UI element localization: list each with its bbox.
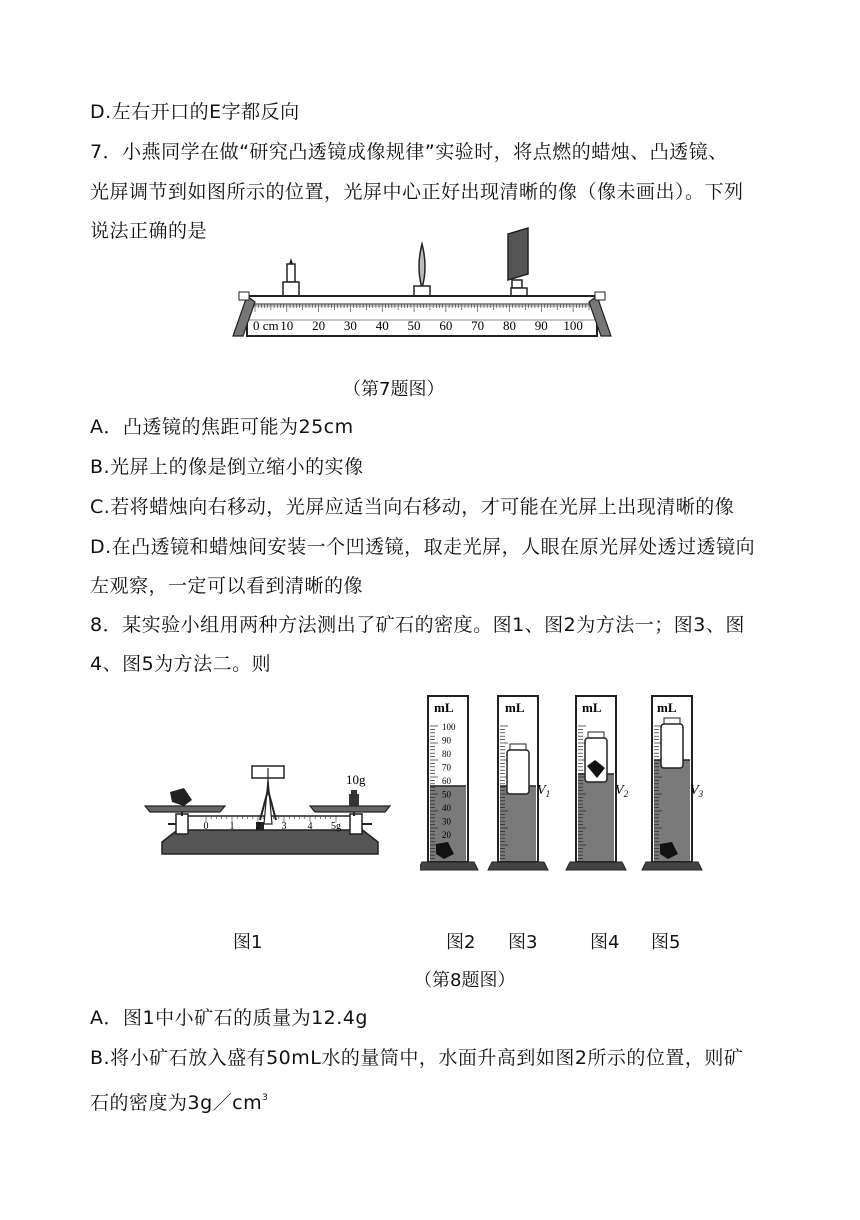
balance-base <box>162 828 378 854</box>
beam-label: 4 <box>307 821 313 832</box>
bench-label: 80 <box>502 318 516 333</box>
ore-stone <box>170 788 192 806</box>
bench-label: 60 <box>439 318 453 333</box>
v1-sub: 1 <box>545 789 551 799</box>
bench-label: 50 <box>407 318 421 333</box>
cylinder-scale-label: 60 <box>442 776 451 786</box>
question-8-line1: 8．某实验小组用两种方法测出了矿石的密度。图1、图2为方法一；图3、图 <box>90 614 745 636</box>
bench-label: 40 <box>375 318 389 333</box>
cyl4-unit: mL <box>657 700 677 715</box>
v2-label: V <box>615 783 624 798</box>
cyl1-unit: mL <box>434 700 454 715</box>
bench-label: 30 <box>343 318 357 333</box>
cylinder-scale-label: 80 <box>442 749 451 759</box>
v3-sub: 3 <box>698 789 704 799</box>
question-7-line2: 光屏调节到如图所示的位置，光屏中心正好出现清晰的像（像未画出）。下列 <box>90 181 744 203</box>
light-screen <box>508 228 528 280</box>
density-text: 石的密度为3g／cm <box>90 1092 263 1114</box>
optical-bench-figure <box>225 222 625 342</box>
right-pan <box>310 806 390 812</box>
bench-label: 20 <box>312 318 326 333</box>
option-b-q8-line2 <box>90 1086 268 1115</box>
cylinder-scale-label: 50 <box>442 789 451 800</box>
option-d-q6: D.左右开口的E字都反向 <box>90 101 300 123</box>
svg-text:V1 <box>537 783 550 799</box>
beam-label: 3 <box>281 821 287 832</box>
figure-4-label: 图4 <box>590 932 620 953</box>
option-b-q8-line1: B.将小矿石放入盛有50mL水的量筒中，水面升高到如图2所示的位置，则矿 <box>90 1047 744 1069</box>
cyl3-unit: mL <box>582 700 602 715</box>
figure-5-label: 图5 <box>651 932 681 953</box>
cylinder-scale-label: 70 <box>442 762 451 773</box>
figure-2-label: 图2 <box>446 932 476 953</box>
bench-label: 70 <box>471 318 485 333</box>
bench-label: 0 cm <box>253 318 279 333</box>
beam-label: 5g <box>331 821 341 832</box>
figure-7-caption: （第7题图） <box>343 379 445 400</box>
option-d-q7-line1: D.在凸透镜和蜡烛间安装一个凹透镜，取走光屏，人眼在原光屏处透过透镜向 <box>90 536 756 558</box>
svg-text:V3 <box>690 783 704 799</box>
cm3-superscript: 3 <box>262 1093 269 1103</box>
weight-10g <box>349 794 359 806</box>
cylinder-scale-label: 20 <box>442 830 451 840</box>
v1-label: V <box>537 783 546 798</box>
option-d-q7-line2: 左观察，一定可以看到清晰的像 <box>90 575 364 597</box>
balance-figure <box>140 750 400 860</box>
figure-3-label: 图3 <box>508 932 538 953</box>
option-a-q7: A．凸透镜的焦距可能为25cm <box>90 416 354 438</box>
left-pan <box>145 806 225 812</box>
option-a-q8: A．图1中小矿石的质量为12.4g <box>90 1007 368 1029</box>
question-7-line3: 说法正确的是 <box>90 220 208 242</box>
cylinder-scale-label: 30 <box>442 816 451 827</box>
question-7-line1: 7．小燕同学在做“研究凸透镜成像规律”实验时，将点燃的蜡烛、凸透镜、 <box>90 141 728 163</box>
option-c-q7: C.若将蜡烛向右移动，光屏应适当向右移动，才可能在光屏上出现清晰的像 <box>90 496 735 518</box>
question-8-line2: 4、图5为方法二。则 <box>90 653 272 675</box>
v3-label: V <box>690 783 699 798</box>
weight-label: 10g <box>346 772 366 787</box>
figure-8-caption: （第8题图） <box>414 970 516 991</box>
cylinders-figure <box>420 690 720 880</box>
bench-label: 90 <box>534 318 548 333</box>
figure-1-label: 图1 <box>233 932 263 953</box>
bench-label: 10 <box>280 318 294 333</box>
beam-label: 2 <box>255 821 261 832</box>
beam-label: 0 <box>203 821 209 832</box>
cylinder-scale-label: 90 <box>442 735 451 746</box>
cylinder-scale-label: 40 <box>442 803 451 813</box>
convex-lens <box>419 244 425 288</box>
candle <box>287 264 295 282</box>
cylinder-scale-label: 100 <box>442 722 456 732</box>
svg-text:V2 <box>615 783 629 799</box>
beam-label: 1 <box>229 821 235 832</box>
bench-label: 100 <box>563 318 583 333</box>
option-b-q7: B.光屏上的像是倒立缩小的实像 <box>90 456 364 478</box>
cyl2-unit: mL <box>505 700 525 715</box>
v2-sub: 2 <box>623 789 629 799</box>
